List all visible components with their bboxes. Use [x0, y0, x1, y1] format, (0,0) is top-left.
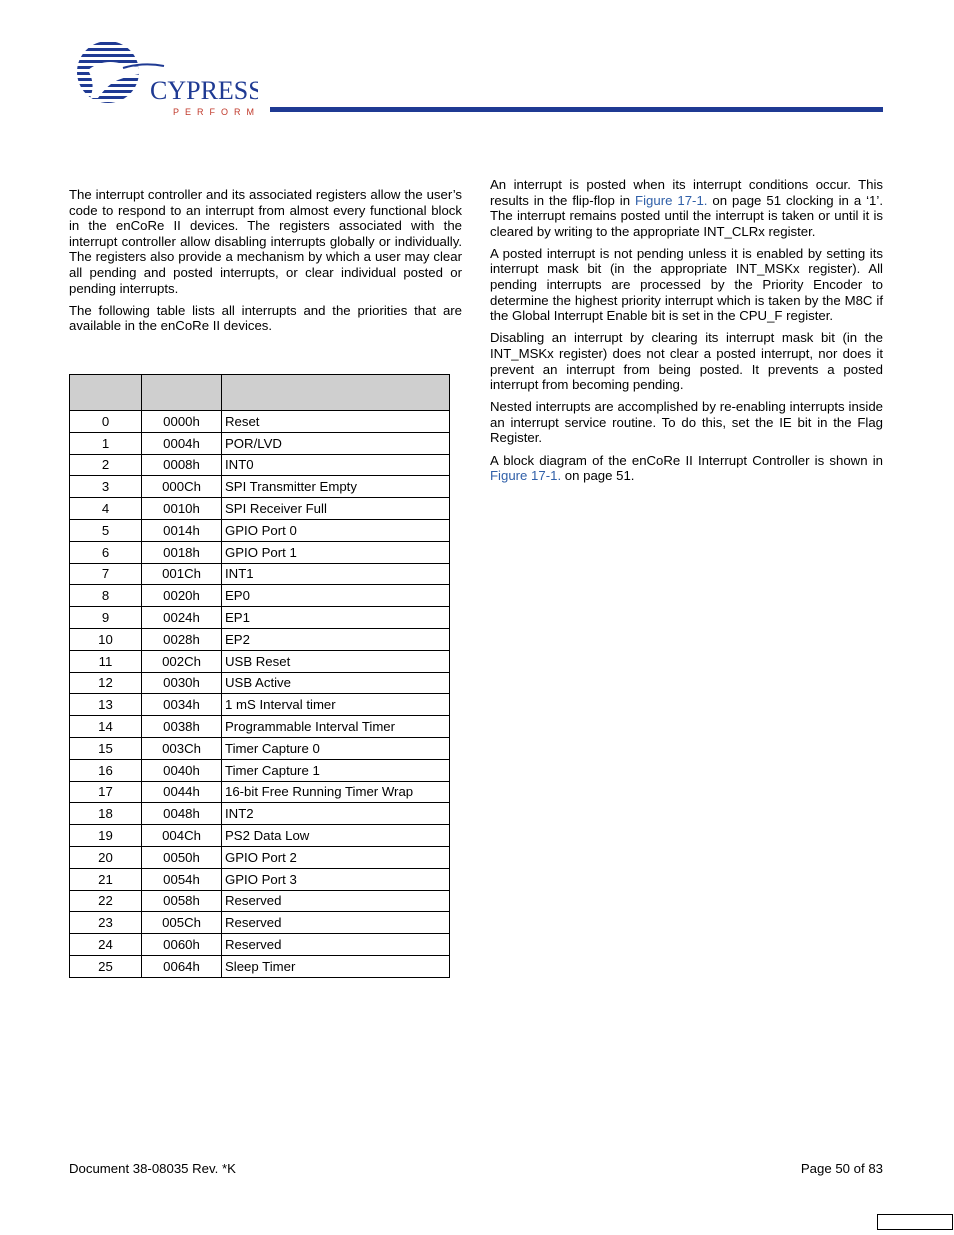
cell-name: EP2 — [222, 628, 450, 650]
cell-name: EP1 — [222, 607, 450, 629]
cell-name: 16-bit Free Running Timer Wrap — [222, 781, 450, 803]
cell-priority: 23 — [70, 912, 142, 934]
cell-name: USB Active — [222, 672, 450, 694]
figure-link[interactable]: Figure 17-1. — [490, 468, 562, 484]
feedback-box — [877, 1214, 953, 1230]
header-address — [142, 375, 222, 411]
left-column — [69, 187, 462, 340]
cell-priority: 5 — [70, 519, 142, 541]
table-row — [70, 498, 450, 520]
cell-address: 0034h — [142, 694, 222, 716]
cell-name: INT2 — [222, 803, 450, 825]
table-row — [70, 650, 450, 672]
table-row — [70, 759, 450, 781]
cell-priority: 17 — [70, 781, 142, 803]
pending-paragraph: A posted interrupt is not pending unless it is enabled by setting its interrupt mask bit (in the appropriate INT_MSKx register). All pending interrupts are processed by the Priority Encoder to determine the highest priority interrupt which is taken by the M8C if the Global Interrupt Enable bit is set in the CPU_F register. — [490, 245, 883, 324]
cell-name: GPIO Port 1 — [222, 541, 450, 563]
cell-priority: 11 — [70, 650, 142, 672]
cell-priority: 14 — [70, 716, 142, 738]
cell-address: 0050h — [142, 846, 222, 868]
table-row — [70, 432, 450, 454]
table-row — [70, 868, 450, 890]
cell-address: 0038h — [142, 716, 222, 738]
cell-name: Timer Capture 0 — [222, 737, 450, 759]
cell-name: Sleep Timer — [222, 955, 450, 977]
cell-priority: 10 — [70, 628, 142, 650]
cell-priority: 18 — [70, 803, 142, 825]
block-diagram-paragraph: A block diagram of the enCoRe II Interrupt Controller is shown in Figure 17-1. on page 51. — [490, 452, 883, 484]
cell-address: 0030h — [142, 672, 222, 694]
cell-priority: 24 — [70, 934, 142, 956]
cell-address: 0048h — [142, 803, 222, 825]
cypress-logo — [68, 40, 258, 120]
right-column — [490, 177, 883, 490]
cell-name: 1 mS Interval timer — [222, 694, 450, 716]
cell-name: SPI Transmitter Empty — [222, 476, 450, 498]
cell-address: 0000h — [142, 411, 222, 433]
document-number: Document 38-08035 Rev. *K — [69, 1161, 236, 1176]
table-row — [70, 607, 450, 629]
cell-name: EP0 — [222, 585, 450, 607]
table-row — [70, 912, 450, 934]
cell-priority: 7 — [70, 563, 142, 585]
table-intro-paragraph: The following table lists all interrupts and the priorities that are available in the enCoRe II devices. — [69, 302, 462, 334]
cell-address: 0040h — [142, 759, 222, 781]
globe-icon — [68, 40, 158, 110]
cell-priority: 12 — [70, 672, 142, 694]
cell-name: SPI Receiver Full — [222, 498, 450, 520]
table-row — [70, 476, 450, 498]
cell-priority: 15 — [70, 737, 142, 759]
cell-address: 0008h — [142, 454, 222, 476]
table-row — [70, 955, 450, 977]
cell-name: GPIO Port 0 — [222, 519, 450, 541]
table-row — [70, 737, 450, 759]
cell-priority: 13 — [70, 694, 142, 716]
header-name — [222, 375, 450, 411]
cell-priority: 3 — [70, 476, 142, 498]
cell-address: 0028h — [142, 628, 222, 650]
cell-priority: 16 — [70, 759, 142, 781]
cell-name: PS2 Data Low — [222, 825, 450, 847]
cell-name: INT0 — [222, 454, 450, 476]
table-row — [70, 454, 450, 476]
cell-address: 0020h — [142, 585, 222, 607]
cell-name: Timer Capture 1 — [222, 759, 450, 781]
svg-text:CYPRESS: CYPRESS — [150, 76, 258, 105]
cell-address: 0018h — [142, 541, 222, 563]
cell-priority: 19 — [70, 825, 142, 847]
nested-paragraph: Nested interrupts are accomplished by re-enabling interrupts inside an interrupt service routine. To do this, set the IE bit in the Flag Register. — [490, 399, 883, 446]
cell-priority: 4 — [70, 498, 142, 520]
table-row — [70, 781, 450, 803]
table-row — [70, 411, 450, 433]
table-row — [70, 934, 450, 956]
cell-priority: 20 — [70, 846, 142, 868]
svg-text:PERFORM: PERFORM — [173, 107, 258, 117]
cell-name: Reserved — [222, 934, 450, 956]
table-row — [70, 541, 450, 563]
cell-address: 0044h — [142, 781, 222, 803]
cell-priority: 9 — [70, 607, 142, 629]
cell-priority: 1 — [70, 432, 142, 454]
cell-priority: 25 — [70, 955, 142, 977]
figure-link[interactable]: Figure 17-1. — [635, 192, 708, 208]
cell-name: Reserved — [222, 912, 450, 934]
cell-address: 0024h — [142, 607, 222, 629]
cell-name: GPIO Port 3 — [222, 868, 450, 890]
table-row — [70, 846, 450, 868]
cell-address: 0060h — [142, 934, 222, 956]
table-row — [70, 672, 450, 694]
cell-name: GPIO Port 2 — [222, 846, 450, 868]
table-row — [70, 628, 450, 650]
table-header-row — [70, 375, 450, 411]
table-row — [70, 563, 450, 585]
cell-address: 002Ch — [142, 650, 222, 672]
intro-paragraph: The interrupt controller and its associated registers allow the user’s code to respond to an interrupt from almost every functional block in the enCoRe II devices. The registers associated with the interrupt controller allow disabling interrupts globally or individually. The registers also provide a mechanism by which a user may clear all pending and posted interrupts, or clear individual posted or pending interrupts. — [69, 187, 462, 296]
cell-address: 0064h — [142, 955, 222, 977]
cell-address: 0014h — [142, 519, 222, 541]
table-row — [70, 585, 450, 607]
header-priority — [70, 375, 142, 411]
disabling-paragraph: Disabling an interrupt by clearing its interrupt mask bit (in the INT_MSKx register) does not clear a posted interrupt, nor does it prevent an interrupt from being posted. It prevents a posted interrupt from becoming pending. — [490, 330, 883, 393]
cell-address: 003Ch — [142, 737, 222, 759]
table-row — [70, 825, 450, 847]
cell-address: 004Ch — [142, 825, 222, 847]
cell-address: 0058h — [142, 890, 222, 912]
table-row — [70, 890, 450, 912]
cell-address: 0054h — [142, 868, 222, 890]
cell-priority: 0 — [70, 411, 142, 433]
cell-priority: 21 — [70, 868, 142, 890]
table-row — [70, 519, 450, 541]
cell-name: USB Reset — [222, 650, 450, 672]
header-rule — [270, 107, 883, 112]
cell-name: Programmable Interval Timer — [222, 716, 450, 738]
cell-name: Reserved — [222, 890, 450, 912]
table-row — [70, 694, 450, 716]
page-number: Page 50 of 83 — [800, 1161, 883, 1176]
cell-address: 001Ch — [142, 563, 222, 585]
table-row — [70, 803, 450, 825]
cell-priority: 2 — [70, 454, 142, 476]
cell-priority: 8 — [70, 585, 142, 607]
cell-priority: 22 — [70, 890, 142, 912]
cell-name: INT1 — [222, 563, 450, 585]
cell-priority: 6 — [70, 541, 142, 563]
cell-name: Reset — [222, 411, 450, 433]
cell-address: 005Ch — [142, 912, 222, 934]
cell-address: 0004h — [142, 432, 222, 454]
interrupt-table — [69, 374, 450, 978]
cell-name: POR/LVD — [222, 432, 450, 454]
posted-paragraph: An interrupt is posted when its interrupt conditions occur. This results in the flip-flop in Figure 17-1. on page 51 clocking in a ‘1’. The interrupt remains posted until the interrupt is taken or until it is cleared by writing to the appropriate INT_CLRx register. — [490, 177, 883, 239]
cell-address: 000Ch — [142, 476, 222, 498]
table-row — [70, 716, 450, 738]
cell-address: 0010h — [142, 498, 222, 520]
